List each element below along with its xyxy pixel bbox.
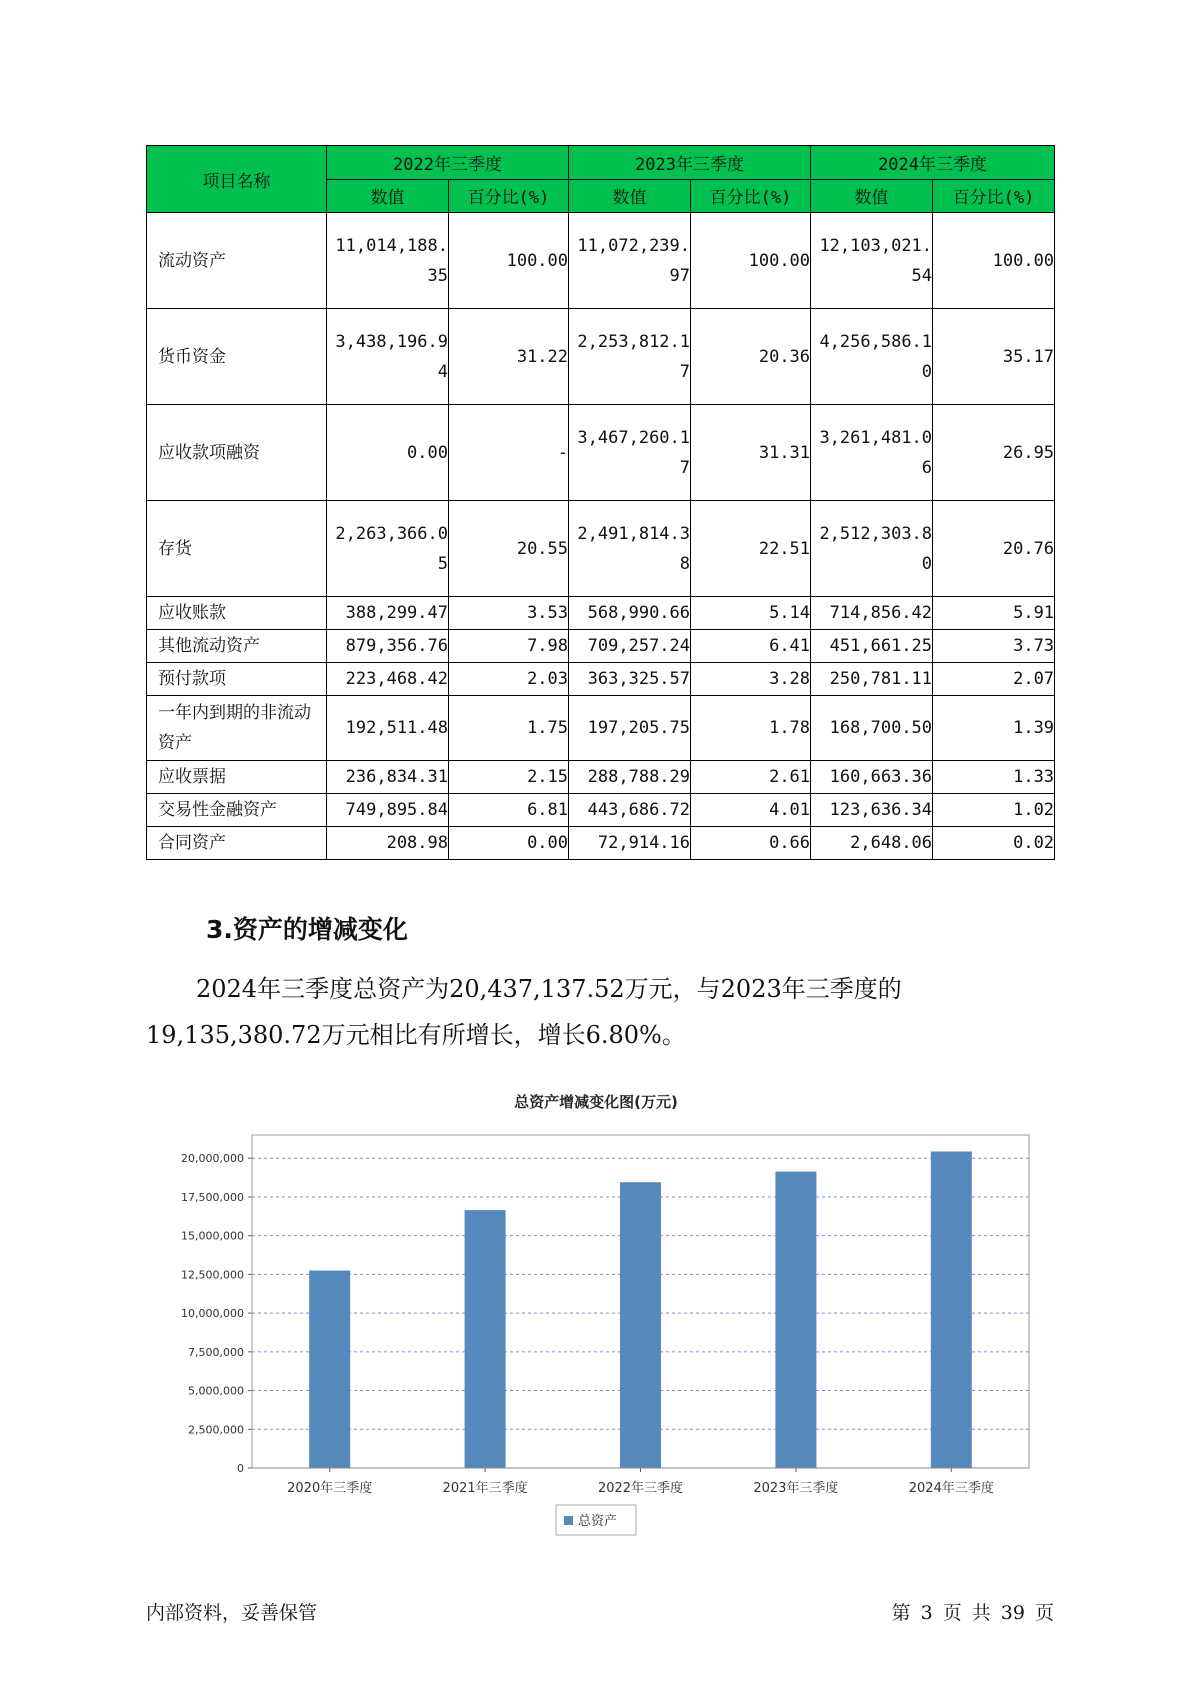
percent-cell: 1.39 xyxy=(933,696,1055,761)
percent-cell: 100.00 xyxy=(691,213,811,309)
value-cell: 197,205.75 xyxy=(569,696,691,761)
x-tick-label: 2020年三季度 xyxy=(287,1481,373,1496)
percent-cell: 4.01 xyxy=(691,794,811,827)
percent-cell: 0.02 xyxy=(933,827,1055,860)
percent-cell: 100.00 xyxy=(933,213,1055,309)
value-cell: 3,438,196.94 xyxy=(327,309,449,405)
value-cell: 3,467,260.17 xyxy=(569,405,691,501)
percent-cell: 1.78 xyxy=(691,696,811,761)
value-cell: 714,856.42 xyxy=(811,597,933,630)
y-tick-label: 15,000,000 xyxy=(181,1229,244,1243)
table-row xyxy=(147,827,1055,860)
value-cell: 2,491,814.38 xyxy=(569,501,691,597)
bar-2023年三季度 xyxy=(775,1172,816,1468)
footer-page-number: 第 3 页 共 39 页 xyxy=(891,1602,1054,1624)
row-name: 应收账款 xyxy=(147,597,327,630)
percent-cell: 2.03 xyxy=(449,663,569,696)
value-cell: 3,261,481.06 xyxy=(811,405,933,501)
table-row xyxy=(147,597,1055,630)
value-cell: 11,014,188.35 xyxy=(327,213,449,309)
value-cell: 11,072,239.97 xyxy=(569,213,691,309)
table-row xyxy=(147,213,1055,309)
percent-cell: 0.66 xyxy=(691,827,811,860)
value-cell: 2,253,812.17 xyxy=(569,309,691,405)
header-period-2024: 2024年三季度 xyxy=(811,146,1055,180)
percent-cell: 3.28 xyxy=(691,663,811,696)
table-row xyxy=(147,309,1055,405)
table-row xyxy=(147,630,1055,663)
current-assets-table xyxy=(146,145,1055,860)
bar-2021年三季度 xyxy=(465,1210,506,1468)
header-percent: 百分比(%) xyxy=(691,179,811,213)
value-cell: 2,512,303.80 xyxy=(811,501,933,597)
section-heading: 3.资产的增减变化 xyxy=(206,915,408,944)
row-name: 其他流动资产 xyxy=(147,630,327,663)
chart-title: 总资产增减变化图(万元) xyxy=(514,1093,678,1111)
percent-cell: 20.36 xyxy=(691,309,811,405)
y-tick-label: 17,500,000 xyxy=(181,1190,244,1204)
value-cell: 288,788.29 xyxy=(569,761,691,794)
percent-cell: 20.76 xyxy=(933,501,1055,597)
value-cell: 709,257.24 xyxy=(569,630,691,663)
row-name: 应收款项融资 xyxy=(147,405,327,501)
percent-cell: 7.98 xyxy=(449,630,569,663)
percent-cell: 3.53 xyxy=(449,597,569,630)
value-cell: 72,914.16 xyxy=(569,827,691,860)
header-value: 数值 xyxy=(569,179,691,213)
bar-2024年三季度 xyxy=(931,1151,972,1468)
total-assets-bar-chart xyxy=(146,1085,1046,1545)
table-row xyxy=(147,696,1055,761)
y-tick-label: 12,500,000 xyxy=(181,1268,244,1282)
percent-cell: 1.33 xyxy=(933,761,1055,794)
percent-cell: 2.15 xyxy=(449,761,569,794)
value-cell: 0.00 xyxy=(327,405,449,501)
y-tick-label: 10,000,000 xyxy=(181,1307,244,1321)
percent-cell: 1.75 xyxy=(449,696,569,761)
value-cell: 160,663.36 xyxy=(811,761,933,794)
value-cell: 363,325.57 xyxy=(569,663,691,696)
percent-cell: 1.02 xyxy=(933,794,1055,827)
row-name: 一年内到期的非流动资产 xyxy=(147,696,327,761)
percent-cell: 6.41 xyxy=(691,630,811,663)
value-cell: 168,700.50 xyxy=(811,696,933,761)
table-row xyxy=(147,501,1055,597)
row-name: 流动资产 xyxy=(147,213,327,309)
table-row xyxy=(147,663,1055,696)
percent-cell: 31.22 xyxy=(449,309,569,405)
percent-cell: 20.55 xyxy=(449,501,569,597)
percent-cell: 2.07 xyxy=(933,663,1055,696)
percent-cell: 26.95 xyxy=(933,405,1055,501)
percent-cell: - xyxy=(449,405,569,501)
legend-swatch xyxy=(564,1516,573,1525)
percent-cell: 31.31 xyxy=(691,405,811,501)
value-cell: 443,686.72 xyxy=(569,794,691,827)
percent-cell: 0.00 xyxy=(449,827,569,860)
row-name: 货币资金 xyxy=(147,309,327,405)
value-cell: 879,356.76 xyxy=(327,630,449,663)
header-value: 数值 xyxy=(811,179,933,213)
percent-cell: 6.81 xyxy=(449,794,569,827)
bar-2022年三季度 xyxy=(620,1182,661,1468)
section-paragraph: 2024年三季度总资产为20,437,137.52万元，与2023年三季度的19,135,380.72万元相比有所增长，增长6.80%。 xyxy=(146,975,902,1049)
percent-cell: 3.73 xyxy=(933,630,1055,663)
header-item-name: 项目名称 xyxy=(147,146,327,213)
bar-2020年三季度 xyxy=(309,1271,350,1468)
header-percent: 百分比(%) xyxy=(449,179,569,213)
value-cell: 12,103,021.54 xyxy=(811,213,933,309)
percent-cell: 2.61 xyxy=(691,761,811,794)
value-cell: 388,299.47 xyxy=(327,597,449,630)
value-cell: 123,636.34 xyxy=(811,794,933,827)
x-tick-label: 2021年三季度 xyxy=(442,1481,528,1496)
value-cell: 192,511.48 xyxy=(327,696,449,761)
value-cell: 451,661.25 xyxy=(811,630,933,663)
y-tick-label: 2,500,000 xyxy=(188,1423,244,1437)
row-name: 预付款项 xyxy=(147,663,327,696)
x-tick-label: 2022年三季度 xyxy=(597,1481,684,1496)
legend-label: 总资产 xyxy=(578,1514,618,1529)
x-tick-label: 2023年三季度 xyxy=(753,1481,839,1496)
table-row xyxy=(147,761,1055,794)
header-period-2023: 2023年三季度 xyxy=(569,146,811,180)
y-tick-label: 5,000,000 xyxy=(188,1384,244,1398)
percent-cell: 5.14 xyxy=(691,597,811,630)
percent-cell: 5.91 xyxy=(933,597,1055,630)
row-name: 应收票据 xyxy=(147,761,327,794)
value-cell: 2,648.06 xyxy=(811,827,933,860)
header-period-2022: 2022年三季度 xyxy=(327,146,569,180)
percent-cell: 100.00 xyxy=(449,213,569,309)
value-cell: 208.98 xyxy=(327,827,449,860)
value-cell: 223,468.42 xyxy=(327,663,449,696)
value-cell: 568,990.66 xyxy=(569,597,691,630)
value-cell: 250,781.11 xyxy=(811,663,933,696)
table-row xyxy=(147,794,1055,827)
percent-cell: 22.51 xyxy=(691,501,811,597)
value-cell: 2,263,366.05 xyxy=(327,501,449,597)
y-tick-label: 7,500,000 xyxy=(188,1345,244,1359)
table-row xyxy=(147,405,1055,501)
row-name: 合同资产 xyxy=(147,827,327,860)
x-tick-label: 2024年三季度 xyxy=(908,1481,994,1496)
y-tick-label: 0 xyxy=(237,1462,244,1475)
percent-cell: 35.17 xyxy=(933,309,1055,405)
row-name: 存货 xyxy=(147,501,327,597)
y-tick-label: 20,000,000 xyxy=(181,1152,244,1166)
value-cell: 749,895.84 xyxy=(327,794,449,827)
header-percent: 百分比(%) xyxy=(933,179,1055,213)
header-value: 数值 xyxy=(327,179,449,213)
value-cell: 4,256,586.10 xyxy=(811,309,933,405)
value-cell: 236,834.31 xyxy=(327,761,449,794)
row-name: 交易性金融资产 xyxy=(147,794,327,827)
footer-confidential-note: 内部资料，妥善保管 xyxy=(146,1602,318,1624)
